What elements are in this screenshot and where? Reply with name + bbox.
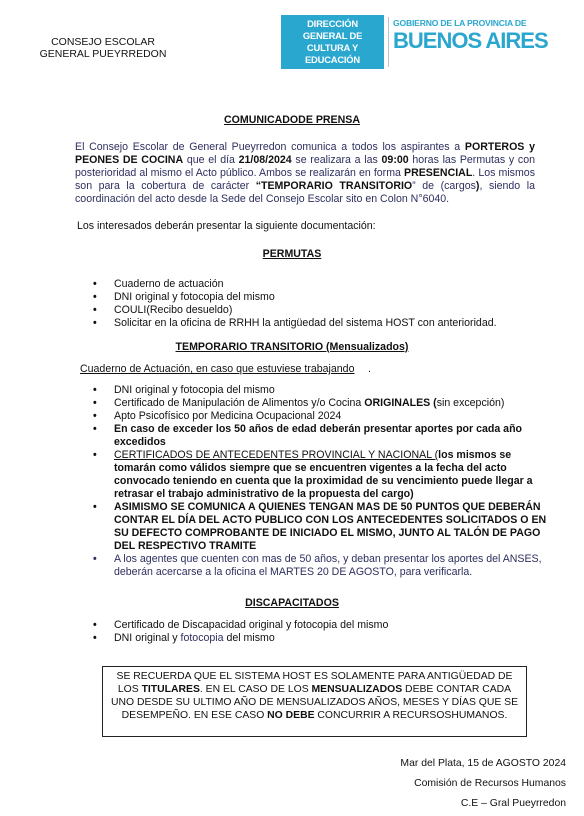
list-item: • COULI(Recibo desueldo) [93,304,553,317]
organization-name [22,36,184,60]
list-item: • Solicitar en la oficina de RRHH la antigüedad del sistema HOST con anterioridad. [93,317,553,330]
temporario-list [93,384,553,579]
notice-box: SE RECUERDA QUE EL SISTEMA HOST ES SOLAMENTE PARA ANTIGÜEDAD DE LOS TITULARES. EN EL CASO DE LOS MENSUALIZADOS DEBE CONTAR CADA UNO DESDE SU ULTIMO AÑO DE MENSUALIZADOS AÑOS, MESES Y DÍAS QUE SE DESEMPEÑO. EN ESE CASO NO DEBE CONCURRIR A RECURSOSHUMANOS. [102,666,527,737]
list-item: • Apto Psicofísico por Medicina Ocupacional 2024 [93,410,553,423]
list-item: • En caso de exceder los 50 años de edad deberán presentar aportes por cada año excedidos [93,423,553,449]
logo-line-1: DIRECCIÓN GENERAL DE [302,18,363,41]
temporario-subheading-end: . [368,363,371,375]
logo-line-2: CULTURA Y EDUCACIÓN [305,42,360,65]
logo-divider [388,17,389,67]
government-logo [393,18,548,53]
discapacitados-heading: DISCAPACITADOS [245,597,339,609]
signature-date: Mar del Plata, 15 de AGOSTO 2024 [400,758,566,769]
gob-big: BUENOS AIRES [393,28,548,53]
list-item: • CERTIFICADOS DE ANTECEDENTES PROVINCIAL Y NACIONAL (los mismos se tomarán como válidos siempre que se encuentren vigentes a la fecha del acto convocado teniendo en cuenta que la proximidad de su vencimiento puede llegar a retrasar el trabajo administrativo de la propuesta del cargo) [93,449,553,501]
signature-commission: Comisión de Recursos Humanos [414,778,566,789]
list-item: • Certificado de Manipulación de Alimentos y/o Cocina ORIGINALES (sin excepción) [93,397,553,410]
document-title: COMUNICADODE PRENSA [224,114,360,126]
list-item: • Cuaderno de actuación [93,278,553,291]
temporario-heading: TEMPORARIO TRANSITORIO (Mensualizados) [175,341,409,353]
org-line-2: GENERAL PUEYRREDON [39,48,167,60]
gob-small: GOBIERNO DE LA PROVINCIA DE [393,18,527,28]
signature-office: C.E – Gral Pueyrredon [460,798,566,809]
list-item: • DNI original y fotocopia del mismo [93,632,553,645]
permutas-heading: PERMUTAS [262,248,322,260]
list-item: • ASIMISMO SE COMUNICA A QUIENES TENGAN MAS DE 50 PUNTOS QUE DEBERÁN CONTAR EL DÍA DEL ACTO PUBLICO CON LOS ANTECEDENTES SOLICITADOS O EN SU DEFECTO COMPROBANTE DE INICIADO EL MISMO, JUNTO AL TALÓN DE PAGO DEL RESPECTIVO TRAMITE [93,501,553,553]
documentation-intro: Los interesados deberán presentar la siguiente documentación: [77,220,376,232]
list-item: • Certificado de Discapacidad original y fotocopia del mismo [93,619,553,632]
list-item: • A los agentes que cuenten con mas de 50 años, y deban presentar los aportes del ANSES, deberán acercarse a la oficina el MARTES 20 DE AGOSTO, para verificarla. [93,553,553,579]
temporario-subheading: Cuaderno de Actuación, en caso que estuviese trabajando [80,363,355,375]
permutas-list [93,278,553,330]
education-logo [281,15,384,69]
list-item: • DNI original y fotocopia del mismo [93,384,553,397]
list-item: • DNI original y fotocopia del mismo [93,291,553,304]
org-line-1: CONSEJO ESCOLAR [51,36,155,48]
intro-paragraph: El Consejo Escolar de General Pueyrredon comunica a todos los aspirantes a PORTEROS y PEONES DE COCINA que el día 21/08/2024 se realizara a las 09:00 horas las Permutas y con posterioridad al mismo el Acto público. Ambos se realizarán en forma PRESENCIAL. Los mismos son para la cobertura de carácter “TEMPORARIO TRANSITORIO” de (cargos), siendo la coordinación del acto desde la Sede del Consejo Escolar sito en Colon N°6040. [75,141,535,205]
discapacitados-list [93,619,553,645]
